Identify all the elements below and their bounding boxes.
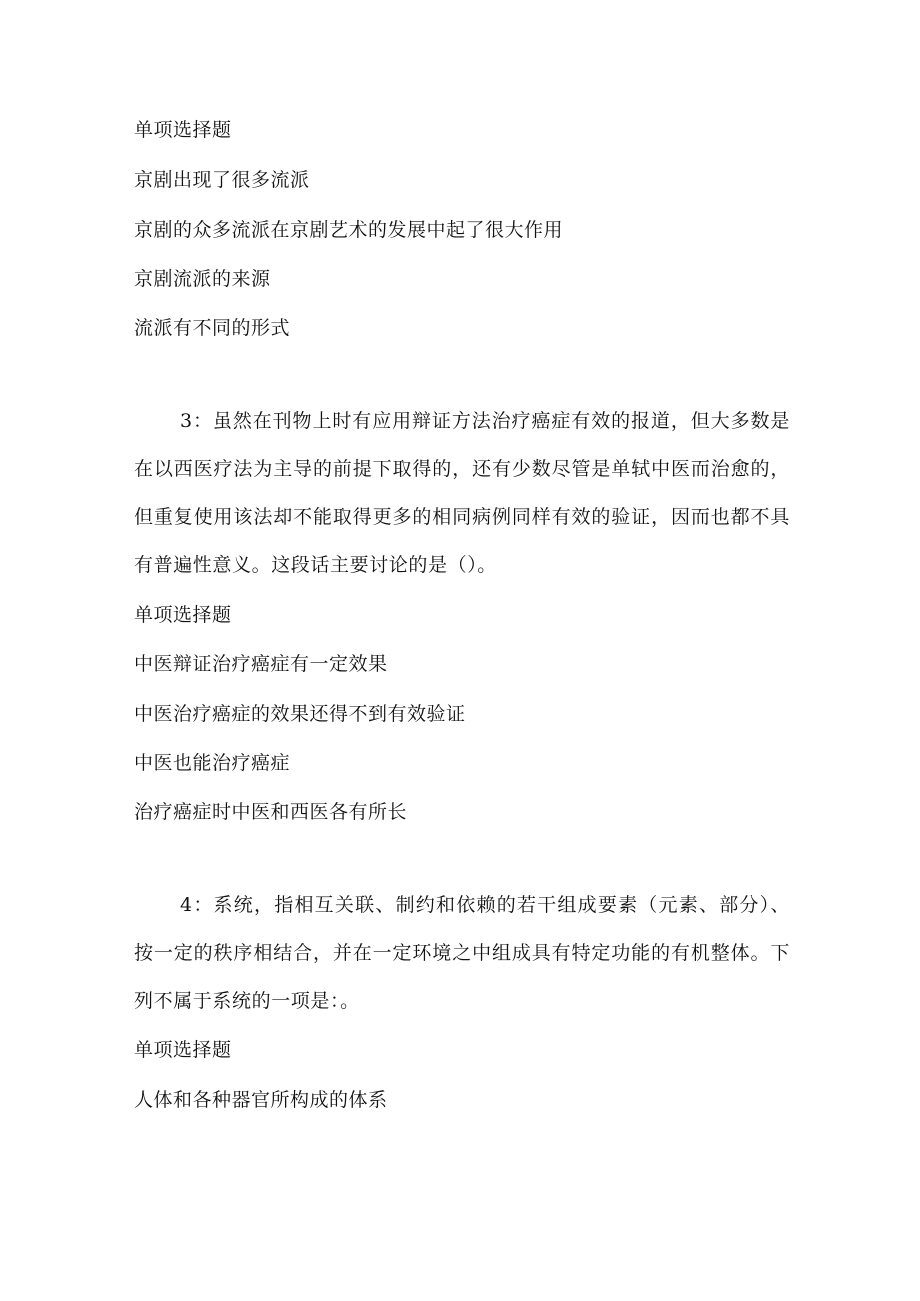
question-4-type-label: 单项选择题 xyxy=(134,1039,232,1061)
question-4-option-a: 人体和各种器官所构成的体系 xyxy=(134,1089,388,1111)
option-b: 京剧的众多流派在京剧艺术的发展中起了很大作用 xyxy=(134,219,564,241)
question-3-option-b: 中医治疗癌症的效果还得不到有效验证 xyxy=(134,703,466,725)
question-3-stem: 3：虽然在刊物上时有应用辩证方法治疗癌症有效的报道，但大多数是在以西医疗法为主导的前提下取得的，还有少数尽管是单轼中医而治愈的，但重复使用该法却不能取得更多的相同病例同样有效的验证，因而也都不具有普遍性意义。这段话主要讨论的是（）。 xyxy=(134,410,790,576)
question-3-option-d: 治疗癌症时中医和西医各有所长 xyxy=(134,801,408,823)
option-a: 京剧出现了很多流派 xyxy=(134,169,310,191)
question-3-option-a: 中医辩证治疗癌症有一定效果 xyxy=(134,653,388,675)
question-4-stem: 4：系统，指相互关联、制约和依赖的若干组成要素（元素、部分）、按一定的秩序相结合，并在一定环境之中组成具有特定功能的有机整体。下列不属于系统的一项是：。 xyxy=(134,894,790,1012)
question-3-type-label: 单项选择题 xyxy=(134,604,232,626)
question-3-option-c: 中医也能治疗癌症 xyxy=(134,752,291,774)
option-d: 流派有不同的形式 xyxy=(134,317,291,339)
question-type-label: 单项选择题 xyxy=(134,119,232,141)
option-c: 京剧流派的来源 xyxy=(134,268,271,290)
